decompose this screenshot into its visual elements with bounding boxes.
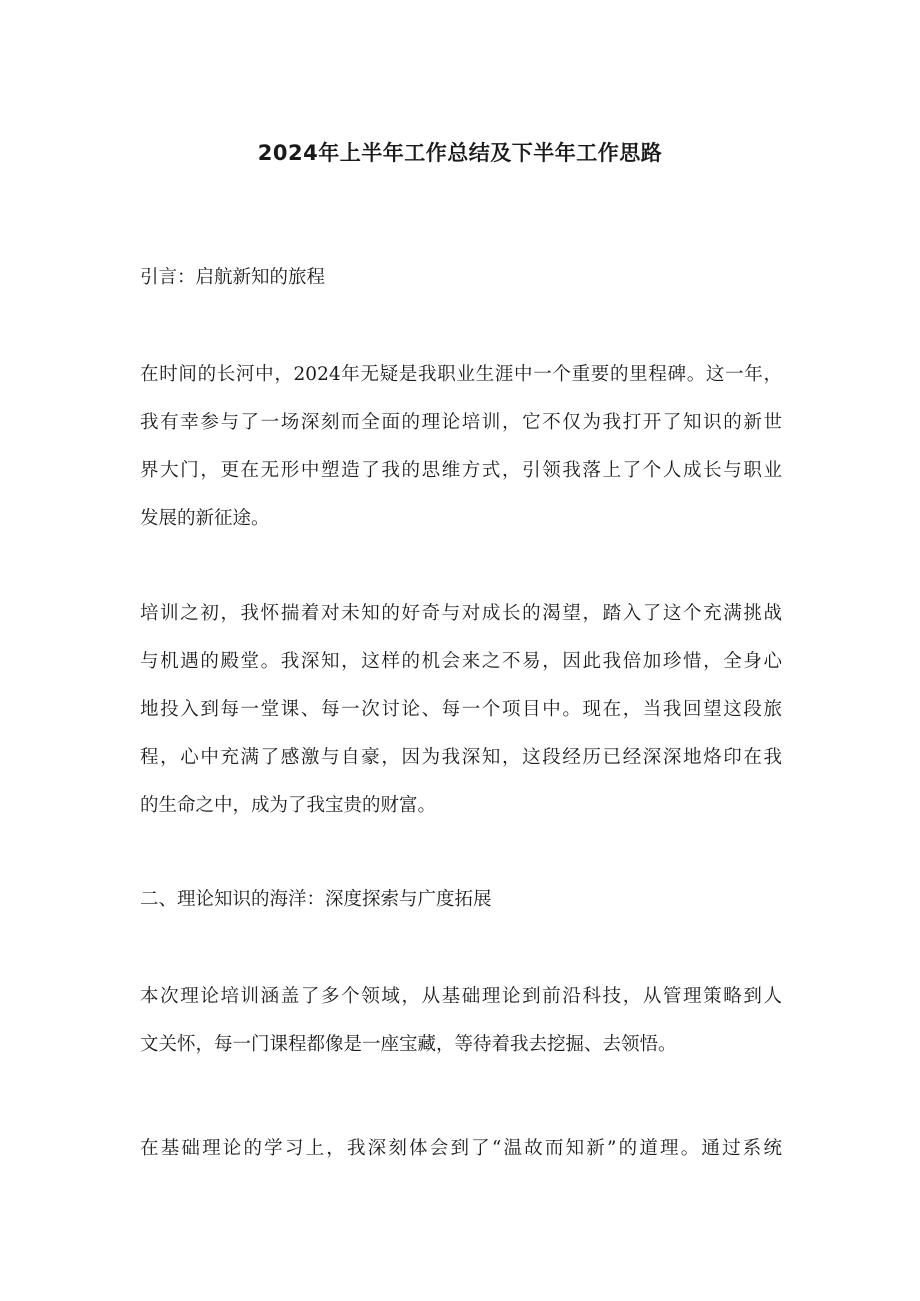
paragraph-line: 文关怀，每一门课程都像是一座宝藏，等待着我去挖掘、去领悟。 [140, 1034, 677, 1055]
section-2-heading: 二、理论知识的海洋：深度探索与广度拓展 [140, 889, 492, 910]
paragraph-line: 地投入到每一堂课、每一次讨论、每一个项目中。现在，当我回望这段旅 [140, 699, 782, 720]
paragraph-line: 与机遇的殿堂。我深知，这样的机会来之不易，因此我倍加珍惜，全身心 [140, 651, 782, 672]
paragraph-4 [140, 1125, 782, 1173]
paragraph-3 [140, 973, 782, 1069]
paragraph-line: 培训之初，我怀揣着对未知的好奇与对成长的渴望，踏入了这个充满挑战 [140, 603, 782, 624]
document-title: 2024年上半年工作总结及下半年工作思路 [257, 141, 663, 165]
paragraph-line: 在基础理论的学习上，我深刻体会到了“温故而知新”的道理。通过系统 [140, 1138, 782, 1159]
paragraph-line: 我有幸参与了一场深刻而全面的理论培训，它不仅为我打开了知识的新世 [140, 412, 782, 433]
paragraph-line: 本次理论培训涵盖了多个领域，从基础理论到前沿科技，从管理策略到人 [140, 986, 782, 1007]
paragraph-1 [140, 351, 782, 543]
paragraph-line: 界大门，更在无形中塑造了我的思维方式，引领我落上了个人成长与职业 [140, 460, 782, 481]
intro-heading: 引言：启航新知的旅程 [140, 267, 326, 288]
paragraph-line: 的生命之中，成为了我宝贵的财富。 [140, 795, 437, 816]
paragraph-line: 发展的新征途。 [140, 508, 270, 529]
paragraph-2 [140, 590, 782, 830]
paragraph-line: 在时间的长河中，2024年无疑是我职业生涯中一个重要的里程碑。这一年， [140, 364, 782, 385]
paragraph-line: 程，心中充满了感激与自豪，因为我深知，这段经历已经深深地烙印在我 [140, 747, 782, 768]
